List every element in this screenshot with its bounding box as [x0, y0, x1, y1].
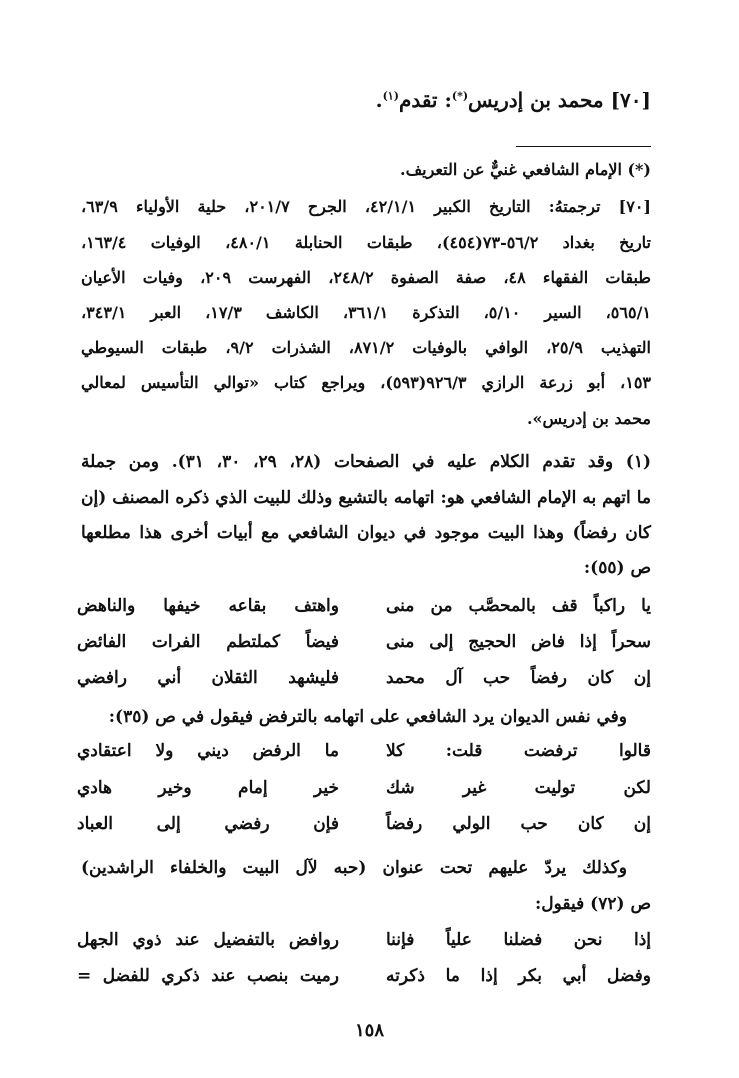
verse-second-hemistich: خير إمام وخير هادي	[77, 778, 339, 798]
entry-heading-title: [٧٠] محمد بن إدريس	[468, 88, 651, 112]
verse-second-hemistich: واهتف بقاعه خيفها والناهض	[77, 596, 339, 616]
footnote-reference: (١)	[382, 89, 399, 103]
footnote-70-line: التهذيب ٢٥/٩، الوافي بالوفيات ٨٧١/٢، الشذرات ٩/٢، طبقات السيوطي	[81, 338, 651, 357]
verse-second-hemistich: فيضاً كملتطم الفرات الفائض	[77, 632, 339, 652]
verse-second-hemistich: رميت بنصب عند ذكري للفضل =	[77, 966, 339, 986]
entry-heading-end: .	[375, 88, 383, 112]
footnote-70-line: تاريخ بغداد ٥٦/٢-٧٣(٤٥٤)، طبقات الحنابلة ٤٨٠/١، الوفيات ١٦٣/٤،	[81, 233, 651, 252]
poem-2-intro: وفي نفس الديوان يرد الشافعي على اتهامه بالترفض فيقول في ص (٣٥):	[108, 707, 627, 727]
verse-first-hemistich: إذا نحن فضلنا علياً فإننا	[386, 930, 651, 950]
footnote-1-line: كان رفضاً) وهذا البيت موجود في ديوان الشافعي مع أبيات أخرى هذا مطلعها	[81, 523, 651, 543]
verse-second-hemistich: روافض بالتفضيل عند ذوي الجهل	[77, 930, 339, 950]
poem-3-intro-line: وكذلك يردّ عليهم تحت عنوان (حبه لآل البيت والخلفاء الراشدين)	[81, 858, 627, 878]
footnote-1-line: ص (٥٥):	[583, 558, 651, 578]
verse-first-hemistich: إن كان حب الولي رفضاً	[386, 814, 651, 834]
poem-3-intro-line: ص (٧٢) فيقول:	[534, 894, 651, 914]
footnote-70-line: ٥٦٥/١، السير ٥/١٠، التذكرة ٣٦١/١، الكاشف ١٧/٣، العبر ٣٤٣/١،	[81, 303, 652, 322]
footnote-70-line: ١٥٣، أبو زرعة الرازي ٩٢٦/٣(٥٩٣)، ويراجع كتاب «توالي التأسيس لمعالي	[81, 373, 652, 392]
entry-heading	[376, 88, 651, 112]
footnote-70-line: [٧٠] ترجمتهُ: التاريخ الكبير ٤٢/١/١، الجرح ٢٠١/٧، حلية الأولياء ٦٣/٩،	[81, 197, 651, 216]
verse-second-hemistich: فإن رفضي إلى العباد	[77, 814, 339, 834]
verse-first-hemistich: قالوا ترفضت قلت: كلا	[386, 741, 651, 761]
verse-first-hemistich: سحراً إذا فاض الحجيج إلى منى	[386, 632, 651, 652]
page-number: ١٥٨	[354, 1020, 384, 1041]
verse-first-hemistich: إن كان رفضاً حب آل محمد	[386, 668, 651, 688]
footnote-star: (*) الإمام الشافعي غنيٌّ عن التعريف.	[400, 160, 651, 179]
verse-first-hemistich: لكن توليت غير شك	[386, 778, 651, 798]
verse-second-hemistich: ما الرفض ديني ولا اعتقادي	[77, 741, 339, 761]
footnote-divider	[516, 146, 651, 147]
verse-first-hemistich: وفضل أبي بكر إذا ما ذكرته	[386, 966, 651, 986]
footnote-1-line: ما اتهم به الإمام الشافعي هو: اتهامه بالتشيع وذلك للبيت الذي ذكره المصنف (إن	[81, 488, 651, 508]
entry-heading-separator: : تقدم	[398, 88, 452, 112]
star-reference: (*)	[451, 89, 469, 103]
footnote-70-line: طبقات الفقهاء ٤٨، صفة الصفوة ٢٤٨/٢، الفهرست ٢٠٩، وفيات الأعيان	[81, 268, 652, 287]
verse-first-hemistich: يا راكباً قف بالمحصَّب من منى	[386, 596, 651, 616]
footnote-70-line: محمد بن إدريس».	[526, 409, 651, 428]
verse-second-hemistich: فليشهد الثقلان أني رافضي	[77, 668, 339, 688]
footnote-1-line: (١) وقد تقدم الكلام عليه في الصفحات (٢٨، ٢٩، ٣٠، ٣١). ومن جملة	[81, 452, 652, 472]
